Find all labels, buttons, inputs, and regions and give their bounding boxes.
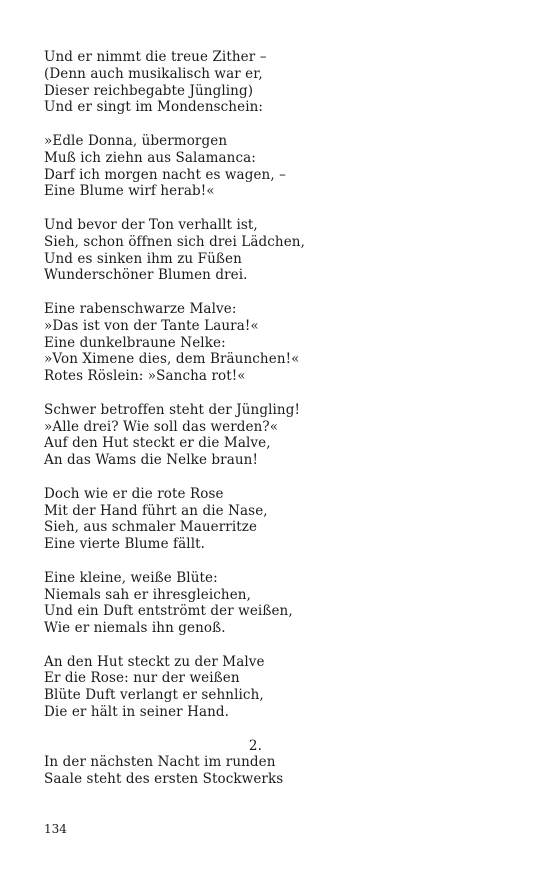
page-body	[44, 49, 514, 805]
verse-line: An das Wams die Nelke braun!	[44, 452, 258, 469]
verse-line: (Denn auch musikalisch war er,	[44, 65, 263, 82]
verse-line: »Von Ximene dies, dem Bräunchen!«	[44, 351, 300, 368]
verse-line: Blüte Duft verlangt er sehnlich,	[44, 687, 264, 704]
stanza-8	[44, 654, 514, 721]
verse-line: Er die Rose: nur der weißen	[44, 670, 240, 687]
verse-line: Die er hält in seiner Hand.	[44, 704, 230, 721]
verse-line: Muß ich ziehn aus Salamanca:	[44, 149, 256, 166]
section-number: 2.	[248, 737, 262, 754]
verse-line: Eine kleine, weiße Blüte:	[44, 569, 218, 586]
stanza-7	[44, 570, 514, 637]
stanza-2	[44, 133, 514, 200]
stanza-1	[44, 49, 514, 116]
verse-line: Darf ich morgen nacht es wagen, –	[44, 166, 286, 183]
verse-line: Sieh, aus schmaler Mauerritze	[44, 519, 258, 536]
verse-line: Sieh, schon öffnen sich drei Lädchen,	[44, 233, 305, 250]
verse-line: Wie er niemals ihn genoß.	[44, 620, 226, 637]
verse-line: Auf den Hut steckt er die Malve,	[44, 435, 271, 452]
verse-line: Eine Blume wirf herab!«	[44, 183, 215, 200]
verse-line: »Alle drei? Wie soll das werden?«	[44, 418, 279, 435]
verse-line: Eine vierte Blume fällt.	[44, 536, 206, 553]
stanza-5	[44, 402, 514, 469]
section-2	[44, 738, 514, 788]
stanza-3	[44, 217, 514, 284]
verse-line: Schwer betroffen steht der Jüngling!	[44, 401, 300, 418]
verse-line: Und er singt im Mondenschein:	[44, 99, 264, 116]
verse-line: Dieser reichbegabte Jüngling)	[44, 82, 254, 99]
verse-line: Doch wie er die rote Rose	[44, 485, 224, 502]
verse-line: Und er nimmt die treue Zither –	[44, 49, 267, 65]
stanza-4	[44, 301, 514, 385]
verse-line: Mit der Hand führt an die Nase,	[44, 502, 268, 519]
verse-line: An den Hut steckt zu der Malve	[44, 653, 265, 670]
verse-line: »Das ist von der Tante Laura!«	[44, 317, 259, 334]
verse-line: Wunderschöner Blumen drei.	[44, 267, 248, 284]
verse-line: Niemals sah er ihresgleichen,	[44, 586, 251, 603]
verse-line: Rotes Röslein: »Sancha rot!«	[44, 368, 246, 385]
verse-line: Und bevor der Ton verhallt ist,	[44, 216, 258, 233]
page-number: 134	[44, 822, 67, 836]
verse-line: Saale steht des ersten Stockwerks	[44, 771, 284, 788]
verse-line: Eine dunkelbraune Nelke:	[44, 334, 226, 351]
verse-line: »Edle Donna, übermorgen	[44, 132, 228, 149]
verse-line: Und es sinken ihm zu Füßen	[44, 250, 242, 267]
verse-line: In der nächsten Nacht im runden	[44, 754, 276, 771]
verse-line: Und ein Duft entströmt der weißen,	[44, 603, 293, 620]
verse-line: Eine rabenschwarze Malve:	[44, 300, 237, 317]
stanza-6	[44, 486, 514, 553]
